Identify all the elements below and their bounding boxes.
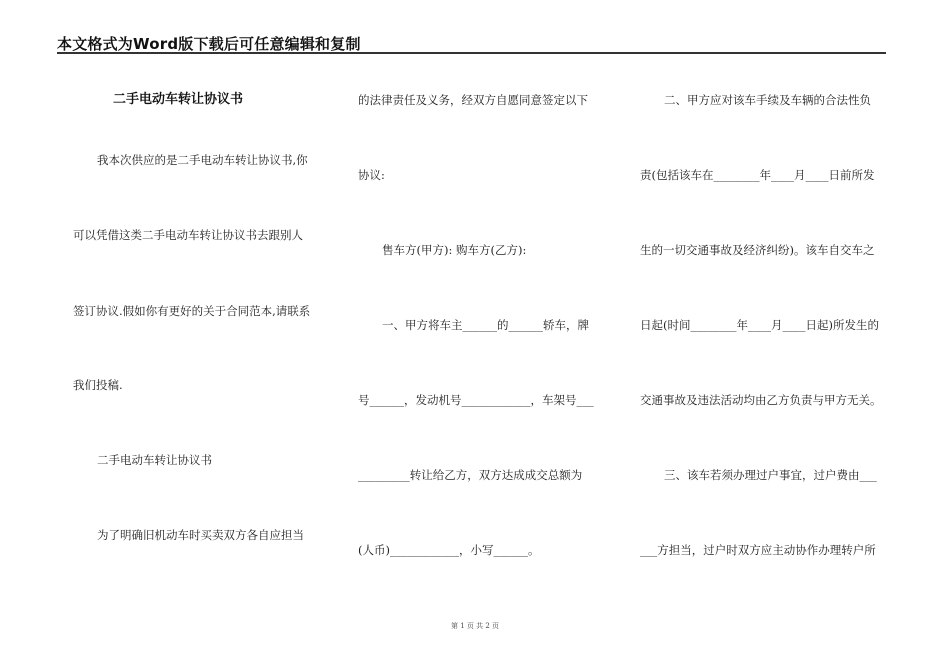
page-number: 第 1 页 共 2 页 (450, 622, 500, 630)
clause-line: 生的一切交通事故及经济纠纷)。该车自交车之 (640, 243, 875, 257)
clause-line: 交通事故及违法活动均由乙方负责与甲方无关。 (640, 393, 882, 407)
clause-line: _________转让给乙方，双方达成成交总额为 (358, 468, 583, 482)
clause-line: 号______，发动机号____________，车架号___ (358, 393, 594, 407)
clause-line: ___方担当，过户时双方应主动协作办理转户所 (640, 543, 876, 557)
paragraph-line: 可以凭借这类二手电动车转让协议书去跟别人 (73, 228, 303, 242)
paragraph-line: 为了明确旧机动车时买卖双方各自应担当 (97, 528, 304, 542)
paragraph-line: 我本次供应的是二手电动车转让协议书,你 (97, 153, 308, 167)
clause-line: 一、甲方将车主______的______轿车，牌 (382, 318, 589, 332)
document-title: 二手电动车转让协议书 (113, 92, 244, 107)
paragraph-line: 签订协议.假如你有更好的关于合同范本,请联系 (73, 304, 311, 318)
clause-line: 日起(时间________年____月____日起)所发生的 (640, 318, 879, 332)
section-heading: 二手电动车转让协议书 (97, 453, 212, 467)
clause-line: 二、甲方应对该车手续及车辆的合法性负 (664, 93, 871, 107)
clause-line: 三、该车若须办理过户事宜，过户费由___ (664, 468, 877, 482)
clause-line: 责(包括该车在________年____月____日前所发 (640, 168, 875, 182)
download-banner: 本文格式为Word版下载后可任意编辑和复制 (57, 35, 361, 53)
header-divider (57, 52, 886, 54)
paragraph-line: 的法律责任及义务，经双方自愿同意签定以下 (358, 93, 588, 107)
clause-line: (人币)____________，小写______。 (358, 543, 540, 557)
paragraph-line: 我们投稿. (73, 378, 123, 392)
parties-line: 售车方(甲方): 购车方(乙方): (382, 243, 527, 257)
paragraph-line: 协议: (358, 168, 385, 182)
